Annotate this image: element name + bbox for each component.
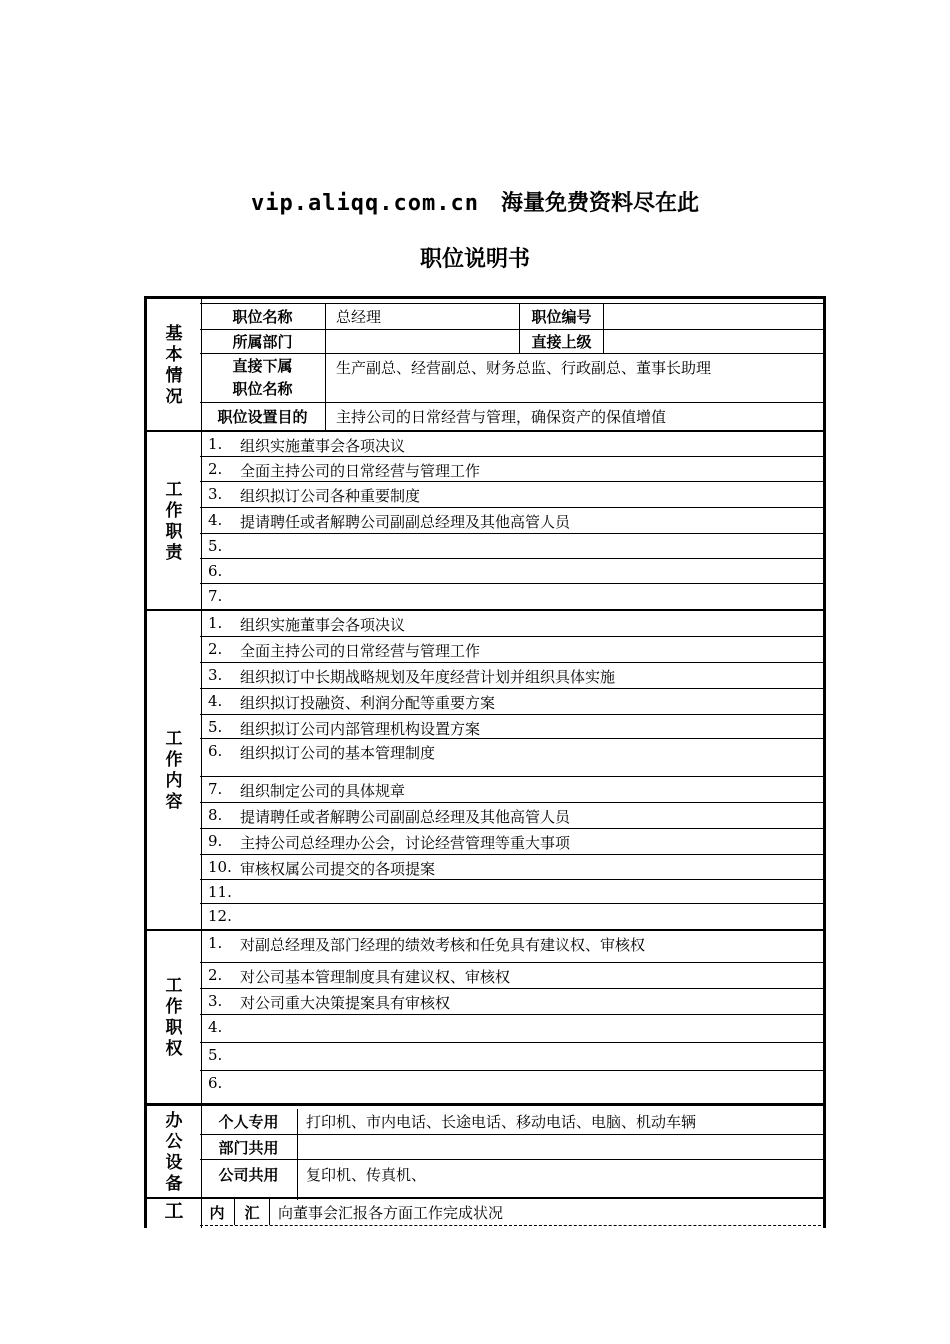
section-label-basic: 基本情况 [144, 299, 202, 433]
section-basic [144, 296, 826, 433]
job-description-table [144, 296, 826, 1226]
superior-label: 直接上级 [520, 329, 604, 353]
content-item [200, 778, 826, 803]
row-department [200, 329, 826, 354]
section-relations [144, 1197, 826, 1228]
duties-item [200, 433, 826, 457]
item-number: 1. [208, 614, 223, 632]
table-right-border [823, 1106, 826, 1200]
item-number: 6. [208, 742, 223, 760]
item-text: 组织实施董事会各项决议 [240, 616, 406, 634]
content-item [200, 612, 826, 637]
content-item [200, 856, 826, 880]
duties-item [200, 585, 826, 609]
item-number: 1. [208, 934, 223, 952]
content-item [200, 830, 826, 855]
item-number: 7. [208, 587, 223, 605]
purpose-value: 主持公司的日常经营与管理，确保资产的保值增值 [336, 408, 667, 426]
item-number: 3. [208, 485, 223, 503]
personal-value: 打印机、市内电话、长途电话、移动电话、电脑、机动车辆 [306, 1113, 697, 1131]
item-number: 9. [208, 832, 223, 850]
section-label-content: 工作内容 [144, 611, 202, 931]
table-right-border [823, 432, 826, 611]
subordinate-label: 直接下属 职位名称 [200, 354, 326, 402]
item-text: 对公司重大决策提案具有审核权 [240, 994, 451, 1012]
row-job-name [200, 303, 826, 330]
site-url: vip.aliqq.com.cn [251, 191, 479, 216]
job-name-label: 职位名称 [200, 304, 326, 329]
job-name-value: 总经理 [326, 304, 520, 329]
item-number: 6. [208, 1074, 223, 1092]
item-text: 组织拟订公司各种重要制度 [240, 487, 421, 505]
authority-item [200, 932, 826, 963]
content-item [200, 638, 826, 663]
item-number: 12. [208, 907, 232, 925]
item-number: 3. [208, 992, 223, 1010]
relations-sub1: 内 [200, 1199, 235, 1225]
section-label-duties: 工作职责 [144, 432, 202, 611]
item-text: 组织制定公司的具体规章 [240, 782, 406, 800]
item-number: 11. [208, 883, 232, 901]
section-label-authority: 工作职权 [144, 931, 202, 1105]
item-number: 4. [208, 1018, 223, 1036]
job-code-value [604, 304, 826, 329]
item-number: 6. [208, 562, 223, 580]
row-purpose [200, 403, 826, 430]
item-number: 1. [208, 435, 223, 453]
item-number: 2. [208, 460, 223, 478]
content-item [200, 905, 826, 930]
duties-item [200, 483, 826, 508]
item-text: 提请聘任或者解聘公司副副总经理及其他高管人员 [240, 513, 571, 531]
content-item [200, 804, 826, 829]
item-text: 组织拟订公司内部管理机构设置方案 [240, 720, 481, 738]
item-text: 主持公司总经理办公会，讨论经营管理等重大事项 [240, 834, 571, 852]
item-number: 5. [208, 718, 223, 736]
item-text: 组织拟订中长期战略规划及年度经营计划并组织具体实施 [240, 668, 616, 686]
job-code-label: 职位编号 [520, 304, 604, 329]
table-right-border [823, 299, 826, 433]
item-number: 8. [208, 806, 223, 824]
row-company-equipment [200, 1160, 826, 1200]
item-text: 全面主持公司的日常经营与管理工作 [240, 462, 481, 480]
item-number: 3. [208, 666, 223, 684]
relations-sub2: 汇 [235, 1199, 270, 1225]
row-dept-equipment [200, 1135, 826, 1160]
site-slogan: 海量免费资料尽在此 [500, 191, 699, 216]
item-number: 4. [208, 511, 223, 529]
item-text: 对副总经理及部门经理的绩效考核和任免具有建议权、审核权 [240, 936, 646, 954]
item-number: 2. [208, 966, 223, 984]
table-right-border [823, 611, 826, 931]
content-item [200, 716, 826, 739]
item-number: 2. [208, 640, 223, 658]
item-text: 组织实施董事会各项决议 [240, 437, 406, 455]
content-item [200, 664, 826, 689]
authority-item [200, 964, 826, 989]
section-content [144, 609, 826, 931]
company-equipment-label: 公司共用 [200, 1160, 298, 1200]
item-number: 4. [208, 692, 223, 710]
authority-item [200, 990, 826, 1015]
content-item [200, 740, 826, 777]
dept-label: 所属部门 [200, 329, 326, 353]
authority-item [200, 1016, 826, 1043]
page-title: 职位说明书 [419, 247, 530, 272]
item-number: 7. [208, 780, 223, 798]
item-text: 全面主持公司的日常经营与管理工作 [240, 642, 481, 660]
superior-value [604, 329, 826, 353]
row-report [200, 1199, 826, 1226]
authority-item [200, 1044, 826, 1071]
item-number: 5. [208, 1046, 223, 1064]
table-right-border [823, 931, 826, 1105]
section-equipment [144, 1103, 826, 1200]
site-banner [0, 186, 950, 217]
company-equipment-value: 复印机、传真机、 [306, 1166, 427, 1184]
purpose-label: 职位设置目的 [200, 403, 326, 430]
content-item [200, 690, 826, 715]
dept-value [326, 329, 520, 353]
section-label-relations: 工 [144, 1199, 202, 1228]
section-duties [144, 430, 826, 611]
dept-equipment-label: 部门共用 [200, 1135, 298, 1159]
item-text: 组织拟订投融资、利润分配等重要方案 [240, 694, 496, 712]
report-value: 向董事会汇报各方面工作完成状况 [278, 1203, 504, 1222]
row-subordinates [200, 354, 826, 403]
table-right-border [823, 1199, 826, 1228]
duties-item [200, 560, 826, 584]
item-text: 提请聘任或者解聘公司副副总经理及其他高管人员 [240, 808, 571, 826]
section-authority [144, 929, 826, 1105]
item-number: 5. [208, 537, 223, 555]
authority-item [200, 1072, 826, 1103]
subordinate-value: 生产副总、经营副总、财务总监、行政副总、董事长助理 [336, 359, 712, 377]
duties-item [200, 535, 826, 559]
duties-item [200, 509, 826, 534]
personal-label: 个人专用 [200, 1109, 298, 1134]
item-text: 对公司基本管理制度具有建议权、审核权 [240, 968, 511, 986]
section-label-equipment: 办公设备 [144, 1106, 202, 1200]
item-text: 审核权属公司提交的各项提案 [240, 860, 436, 878]
duties-item [200, 458, 826, 482]
content-item [200, 881, 826, 904]
item-text: 组织拟订公司的基本管理制度 [240, 744, 436, 762]
item-number: 10. [208, 858, 232, 876]
row-personal-equipment [200, 1109, 826, 1135]
